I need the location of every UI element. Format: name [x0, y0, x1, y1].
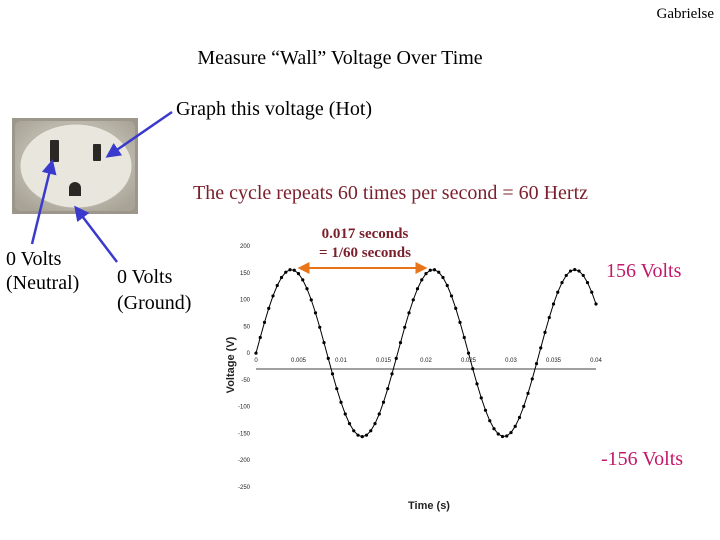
hot-slot — [93, 144, 101, 161]
x-tick-label: 0.025 — [460, 358, 477, 365]
data-point — [369, 429, 372, 432]
y-axis-label: Voltage (V) — [225, 336, 237, 394]
data-point — [399, 341, 402, 344]
data-point — [429, 269, 432, 272]
peak-voltage-label: 156 Volts — [606, 260, 682, 282]
data-point — [552, 302, 555, 305]
data-point — [314, 311, 317, 314]
cycle-frequency-text: The cycle repeats 60 times per second = 60 Hertz — [193, 182, 589, 204]
ground-name-text: (Ground) — [117, 292, 192, 314]
data-point — [480, 396, 483, 399]
ground-volts-text: 0 Volts — [117, 266, 173, 288]
x-tick-label: 0.03 — [505, 358, 517, 365]
data-point — [560, 281, 563, 284]
data-point — [322, 341, 325, 344]
data-point — [293, 269, 296, 272]
data-point — [310, 298, 313, 301]
y-tick-label: 200 — [239, 244, 250, 250]
period-fraction-text: = 1/60 seconds — [319, 245, 411, 261]
data-point — [395, 357, 398, 360]
data-point — [361, 435, 364, 438]
data-point — [471, 367, 474, 370]
data-point — [424, 272, 427, 275]
author-name: Gabrielse — [656, 6, 714, 22]
data-point — [339, 401, 342, 404]
data-point — [301, 278, 304, 281]
data-point — [318, 326, 321, 329]
data-point — [344, 412, 347, 415]
data-point — [582, 274, 585, 277]
x-tick-labels — [254, 358, 602, 364]
data-point — [573, 268, 576, 271]
data-point — [441, 276, 444, 279]
x-axis-label: Time (s) — [408, 500, 450, 512]
data-point — [526, 392, 529, 395]
data-point — [497, 432, 500, 435]
data-point — [556, 291, 559, 294]
voltage-time-chart — [218, 235, 610, 513]
data-point — [488, 419, 491, 422]
y-tick-label: -250 — [237, 485, 250, 491]
data-point — [254, 352, 257, 355]
data-point — [590, 291, 593, 294]
x-tick-label: 0.035 — [545, 358, 562, 365]
data-point — [378, 412, 381, 415]
data-point — [467, 352, 470, 355]
data-point — [514, 425, 517, 428]
x-tick-label: 0.01 — [335, 358, 347, 365]
data-point — [492, 427, 495, 430]
x-tick-label: 0.04 — [590, 358, 602, 365]
data-point — [543, 331, 546, 334]
data-point — [348, 422, 351, 425]
ground-arrow — [76, 208, 117, 262]
data-point — [535, 362, 538, 365]
data-point — [390, 372, 393, 375]
data-point — [577, 269, 580, 272]
data-point — [450, 294, 453, 297]
neutral-slot — [50, 140, 59, 162]
data-point — [365, 434, 368, 437]
data-point — [284, 271, 287, 274]
data-point — [403, 326, 406, 329]
data-point — [416, 287, 419, 290]
neutral-name-text: (Neutral) — [6, 272, 80, 294]
y-tick-label: -50 — [241, 377, 250, 384]
data-point — [382, 401, 385, 404]
y-tick-labels — [238, 244, 251, 491]
x-tick-label: 0.02 — [420, 358, 432, 365]
data-point — [412, 298, 415, 301]
neutral-label — [6, 247, 79, 295]
y-tick-label: 50 — [243, 324, 250, 331]
data-point — [259, 336, 262, 339]
data-point — [475, 382, 478, 385]
trough-voltage-label: -156 Volts — [601, 448, 684, 470]
data-point — [539, 346, 542, 349]
hot-label: Graph this voltage (Hot) — [176, 98, 373, 120]
data-point — [267, 307, 270, 310]
data-point — [586, 281, 589, 284]
y-tick-label: 150 — [239, 270, 250, 277]
data-point — [356, 434, 359, 437]
sine-wave-line — [256, 270, 596, 437]
data-point — [505, 434, 508, 437]
data-point — [288, 268, 291, 271]
data-point — [437, 271, 440, 274]
data-point — [352, 429, 355, 432]
data-point — [565, 274, 568, 277]
y-tick-label: 0 — [246, 351, 250, 358]
data-points — [254, 268, 597, 438]
neutral-volts-text: 0 Volts — [6, 248, 62, 270]
data-point — [463, 336, 466, 339]
wall-outlet-image — [12, 118, 138, 214]
data-point — [407, 311, 410, 314]
x-tick-label: 0.005 — [290, 358, 307, 365]
ground-label — [117, 264, 191, 316]
data-point — [509, 431, 512, 434]
data-point — [518, 416, 521, 419]
data-point — [433, 268, 436, 271]
y-tick-label: -100 — [237, 404, 250, 411]
data-point — [522, 405, 525, 408]
data-point — [548, 316, 551, 319]
data-point — [305, 287, 308, 290]
data-point — [280, 276, 283, 279]
ground-hole — [69, 182, 81, 196]
data-point — [458, 321, 461, 324]
data-point — [327, 357, 330, 360]
data-point — [531, 377, 534, 380]
data-point — [331, 372, 334, 375]
data-point — [420, 278, 423, 281]
period-seconds-text: 0.017 seconds — [321, 226, 409, 242]
data-point — [569, 269, 572, 272]
data-point — [386, 387, 389, 390]
slide-title: Measure “Wall” Voltage Over Time — [197, 47, 483, 69]
x-tick-label: 0.015 — [375, 358, 392, 365]
data-point — [454, 307, 457, 310]
data-point — [335, 387, 338, 390]
data-point — [271, 294, 274, 297]
data-point — [297, 272, 300, 275]
y-tick-label: -150 — [237, 431, 250, 438]
data-point — [446, 284, 449, 287]
data-point — [484, 409, 487, 412]
y-tick-label: -200 — [237, 458, 250, 465]
data-point — [263, 321, 266, 324]
y-tick-label: 100 — [239, 297, 250, 304]
data-point — [594, 302, 597, 305]
data-point — [501, 435, 504, 438]
data-point — [373, 422, 376, 425]
data-point — [276, 284, 279, 287]
x-tick-label: 0 — [254, 358, 258, 365]
